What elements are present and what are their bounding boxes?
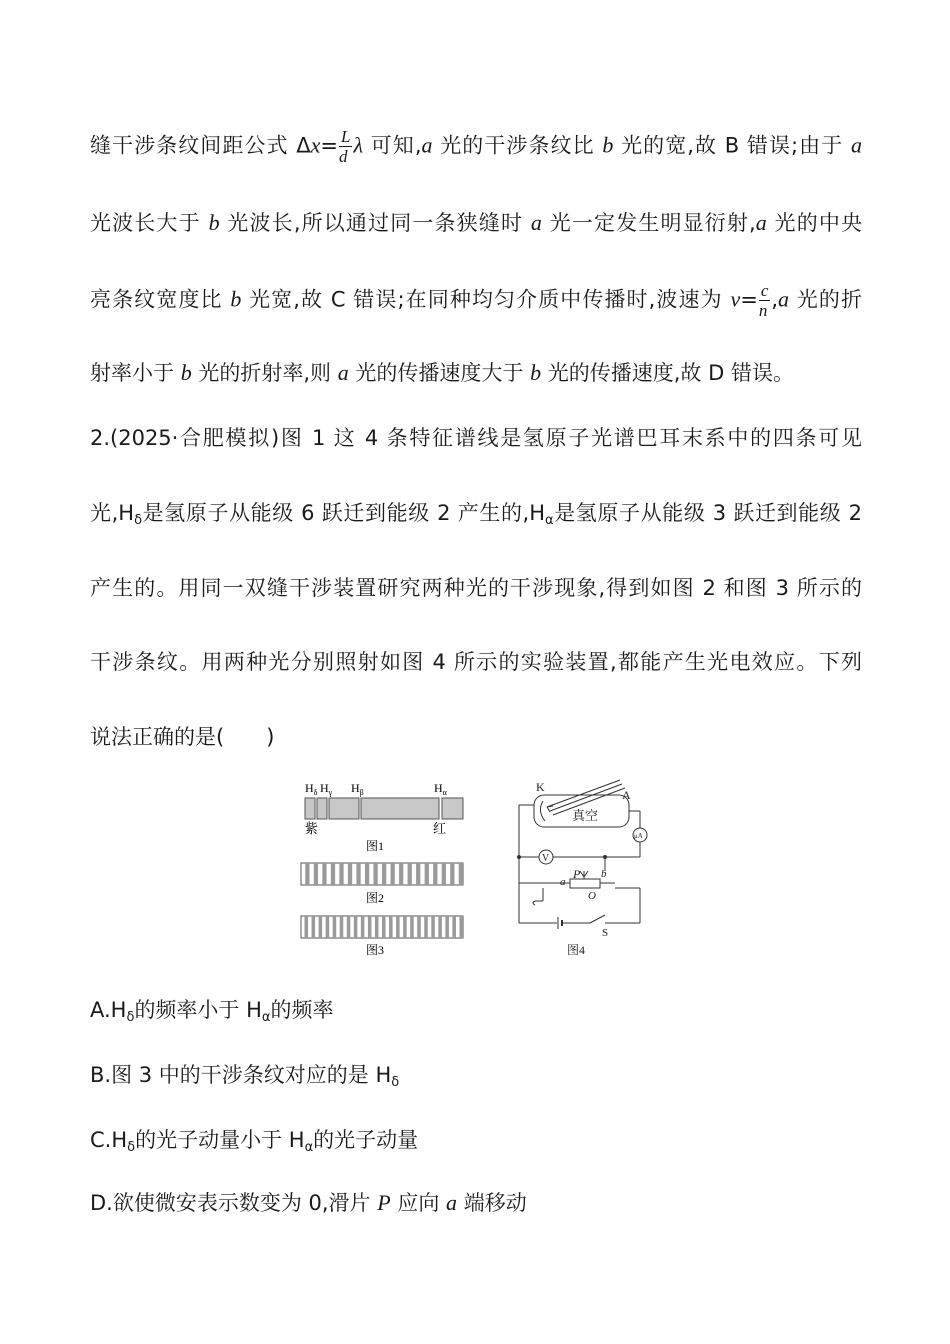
fringe-stripe (450, 863, 454, 885)
fringe-stripe (356, 863, 360, 885)
svg-text:Hβ: $H_\beta$ (351, 781, 364, 797)
svg-text:Hα: $H_\alpha$ (434, 781, 447, 797)
fringe-stripe (391, 863, 395, 885)
fringe-stripe (319, 916, 323, 938)
fringe-stripe (373, 863, 377, 885)
question-figure (295, 775, 675, 960)
solution-line-3: 亮条纹宽度比 b 光宽,故 C 错误;在同种均匀介质中传播时,波速为 v= $\frac{c}{n}$ ,a 光的折 (90, 281, 862, 320)
fig2-caption: 图2 (366, 891, 385, 905)
fringe-stripe (389, 916, 393, 938)
fringe-stripe (331, 863, 335, 885)
fringe-stripe (375, 916, 379, 938)
fringe-stripe (361, 916, 365, 938)
fringe-stripe (382, 916, 386, 938)
fringe-stripe (431, 916, 435, 938)
svg-text:A: A (622, 788, 631, 802)
fringe-stripe (347, 916, 351, 938)
option-b[interactable]: B.图 3 中的干涉条纹对应的是 $H_\delta$ (90, 1063, 400, 1090)
fringe-stripe (312, 916, 316, 938)
svg-text:P: P (573, 867, 581, 881)
option-c[interactable]: $C.H_\delta$的光子动量小于 $H_\alpha$的光子动量 (90, 1128, 419, 1155)
fringe-stripe (340, 916, 344, 938)
fringe-stripe (348, 863, 352, 885)
svg-text:O: O (588, 890, 596, 902)
svg-text:V: V (542, 853, 550, 864)
figure-4-circuit (518, 780, 648, 929)
fringe-stripe (396, 916, 400, 938)
fig3-caption: 图3 (366, 943, 385, 957)
svg-text:μA: μA (634, 832, 643, 840)
svg-text:K: K (536, 780, 545, 794)
fringe-stripe (333, 916, 337, 938)
fringe-stripe (459, 863, 463, 885)
option-d[interactable]: D.欲使微安表示数变为 0,滑片 P 应向 a 端移动 (90, 1190, 527, 1215)
question-line-4: 干涉条纹。用两种光分别照射如图 4 所示的实验装置,都能产生光电效应。下列 (90, 650, 862, 674)
question-line-2: 光$,H_\delta$是氢原子从能级 6 跃迁到能级 2 产生的$,H_\alpha$是氢原子从能级 3 跃迁到能级 2 (90, 501, 863, 528)
svg-text:S: S (602, 927, 609, 939)
fringe-stripe (354, 916, 358, 938)
svg-text:a: a (560, 876, 566, 888)
figure-2-fringes (301, 863, 463, 905)
option-a[interactable]: $A.H_\delta$的频率小于 $H_\alpha$的频率 (90, 998, 334, 1025)
fringe-stripe (433, 863, 437, 885)
fringe-stripe (368, 916, 372, 938)
question-line-1: 2.(2025·合肥模拟)图 1 这 4 条特征谱线是氢原子光谱巴耳末系中的四条可见 (90, 426, 862, 450)
fringe-stripe (322, 863, 326, 885)
fig4-caption: 图4 (567, 943, 586, 957)
fringe-stripe (442, 863, 446, 885)
fraction-L-over-d: $\frac{L}{d}$ (338, 127, 351, 166)
fig1-caption: 图1 (366, 839, 385, 853)
fringe-stripe (403, 916, 407, 938)
fringe-stripe (339, 863, 343, 885)
fringe-stripe (365, 863, 369, 885)
fringe-stripe (424, 916, 428, 938)
svg-text:真空: 真空 (572, 808, 599, 823)
fringe-stripe (459, 916, 463, 938)
switch-S (590, 915, 605, 923)
fringe-stripe (399, 863, 403, 885)
fringe-stripe (438, 916, 442, 938)
solution-line-2: 光波长大于 b 光波长,所以通过同一条狭缝时 a 光一定发生明显衍射,a 光的中央 (90, 210, 862, 235)
fringe-stripe (408, 863, 412, 885)
fringe-stripe (410, 916, 414, 938)
fringe-stripe (445, 916, 449, 938)
svg-text:Hδ: $H_\delta$ (305, 781, 318, 797)
fringe-stripe (416, 863, 420, 885)
figure-3-fringes (301, 916, 463, 957)
svg-text:b: b (601, 868, 607, 880)
fringe-stripe (326, 916, 330, 938)
question-line-5: 说法正确的是( ) (90, 725, 275, 749)
fringe-stripe (382, 863, 386, 885)
fraction-c-over-n: $\frac{c}{n}$ (758, 281, 769, 320)
solution-line-1: 缝干涉条纹间距公式 Δx= $\frac{L}{d}$ λ 可知,a 光的干涉条纹比 b 光的宽,故 B 错误;由于 a (90, 127, 863, 166)
fringe-stripe (314, 863, 318, 885)
fringe-stripe (305, 916, 309, 938)
fringe-stripe (305, 863, 309, 885)
red-label: 红 (433, 821, 447, 836)
question-line-3: 产生的。用同一双缝干涉装置研究两种光的干涉现象,得到如图 2 和图 3 所示的 (90, 576, 862, 600)
fringe-stripe (425, 863, 429, 885)
fringe-stripe (452, 916, 456, 938)
figure-1-spectrum (305, 781, 463, 853)
violet-label: 紫 (305, 821, 319, 836)
svg-text:Hγ: $H_\gamma$ (320, 781, 333, 797)
solution-line-4: 射率小于 b 光的折射率,则 a 光的传播速度大于 b 光的传播速度,故 D 错误。 (90, 360, 794, 385)
fringe-stripe (417, 916, 421, 938)
